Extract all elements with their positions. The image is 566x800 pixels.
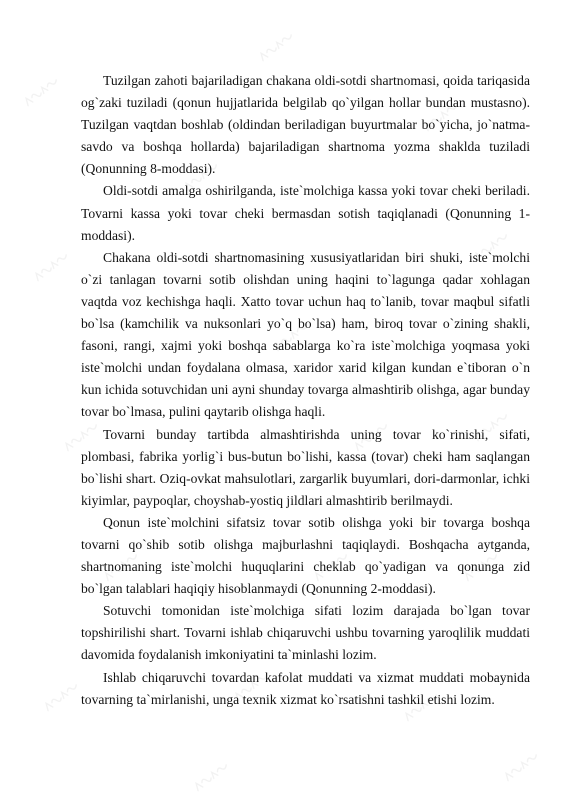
paragraph-7: Ishlab chiqaruvchi tovardan kafolat muddati va xizmat muddati mobaynida tovarning ta`mirlanishi, unga texnik xizmat ko`rsatishni tashkil etishi lozim. xyxy=(81,669,530,707)
watermark-logo-shape xyxy=(256,28,298,65)
watermark-logo-shape xyxy=(31,248,73,285)
watermark-logo-shape xyxy=(41,678,83,715)
paragraph-5: Qonun iste`molchini sifatsiz tovar sotib olishga yoki bir tovarga boshqa tovarni qo`shib sotib olishga majburlashni taqiqlaydi. Boshqacha aytganda, shartnomaning iste`molchi huquqlarini cheklab qo`yadigan va qonunga zid bo`lgan talablari haqiqiy hisoblanmaydi (Qonunning 2-moddasi). xyxy=(81,514,530,597)
watermark-logo xyxy=(41,678,83,715)
watermark-logo xyxy=(21,73,63,110)
paragraph-3: Chakana oldi-sotdi shartnomasining xususiyatlaridan biri shuki, iste`molchi o`zi tanlagan tovarni sotib olishdan uning haqini to`lagunga qadar xohlagan vaqtda voz kechishga haqli. Xatto tovar uchun haq to`lanib, tovar maqbul sifatli bo`lsa (kamchilik va nuksonlari yo`q bo`lsa) ham, biroq tovar o`zining shakli, fasoni, rangi, xajmi yoki boshqa sabablarga ko`ra iste`molchiga yoqmasa yoki iste`molchi undan foydalana olmasa, xaridor xarid kilgan kundan e`tiboran o`n kun ichida sotuvchidan uni ayni shunday tovarga almashtirib olishga, agar bunday tovar bo`lmasa, pulini qaytarib olishga haqli. xyxy=(81,249,530,420)
watermark-logo xyxy=(31,248,73,285)
watermark-logo xyxy=(256,28,298,65)
watermark-logo xyxy=(191,758,233,795)
paragraph-2: Oldi-sotdi amalga oshirilganda, iste`molchiga kassa yoki tovar cheki beriladi. Tovarni kassa yoki tovar cheki bermasdan sotish taqiqlanadi (Qonunning 1-moddasi). xyxy=(81,183,530,243)
paragraph-4: Tovarni bunday tartibda almashtirishda uning tovar ko`rinishi, sifati, plombasi, fabrika yorlig`i bus-butun bo`lishi, kassa (tovar) cheki ham saqlangan bo`lishi shart. Oziq-ovkat mahsulotlari, zargarlik buyumlari, dori-darmonlar, ichki kiyimlar, paypoqlar, choyshab-yostiq jildlari almashtirib berilmaydi. xyxy=(81,426,530,508)
document-body xyxy=(81,70,530,711)
watermark-logo-shape xyxy=(21,73,63,110)
paragraph-6: Sotuvchi tomonidan iste`molchiga sifati lozim darajada bo`lgan tovar topshirilishi shart. Tovarni ishlab chiqaruvchi ushbu tovarning yaroqlilik muddati davomida foydalanish imkoniyatini ta`minlashi lozim. xyxy=(81,603,530,663)
watermark-logo-shape xyxy=(501,748,543,785)
watermark-logo xyxy=(501,748,543,785)
paragraph-1: Tuzilgan zahoti bajariladigan chakana oldi-sotdi shartnomasi, qoida tariqasida og`zaki tuziladi (qonun hujjatlarida belgilab qo`yilgan hollar bundan mustasno). Tuzilgan vaqtdan boshlab (oldindan beriladigan buyurtmalar bo`yicha, jo`natma-savdo va boshqa hollarda) bajariladigan shartnoma yozma shaklda tuziladi (Qonunning 8-moddasi). xyxy=(81,73,530,177)
watermark-logo-shape xyxy=(191,758,233,795)
